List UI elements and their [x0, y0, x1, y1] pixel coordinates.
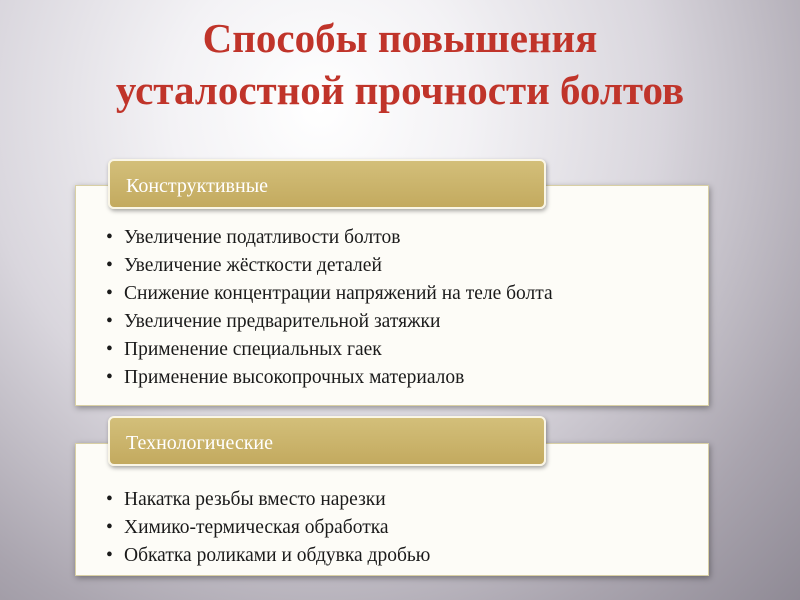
bullet-icon: • — [106, 489, 113, 510]
bullet-icon: • — [106, 545, 113, 566]
bullet-icon: • — [106, 367, 113, 388]
bullet-icon: • — [106, 339, 113, 360]
slide-title-line-1: Способы повышения — [202, 15, 598, 61]
bullet-icon: • — [106, 255, 113, 276]
bullet-icon: • — [106, 517, 113, 538]
list-item — [106, 224, 553, 252]
constructive-heading-tab: Конструктивные — [108, 159, 546, 209]
bullet-icon: • — [106, 227, 113, 248]
constructive-list — [106, 224, 553, 392]
list-item — [106, 252, 553, 280]
technological-list — [106, 486, 430, 570]
list-item — [106, 364, 553, 392]
bullet-icon: • — [106, 311, 113, 332]
list-item — [106, 308, 553, 336]
list-item — [106, 542, 430, 570]
slide-title — [0, 12, 800, 116]
list-item-text: Применение высокопрочных материалов — [124, 367, 465, 388]
list-item-text: Накатка резьбы вместо нарезки — [124, 489, 386, 510]
list-item-text: Увеличение жёсткости деталей — [124, 255, 382, 276]
list-item — [106, 336, 553, 364]
list-item-text: Химико-термическая обработка — [124, 517, 389, 538]
slide-title-line-2: усталостной прочности болтов — [115, 67, 685, 113]
list-item-text: Увеличение податливости болтов — [124, 227, 401, 248]
list-item — [106, 280, 553, 308]
constructive-panel — [75, 185, 709, 406]
list-item-text: Увеличение предварительной затяжки — [124, 311, 441, 332]
list-item-text: Обкатка роликами и обдувка дробью — [124, 545, 431, 566]
bullet-icon: • — [106, 283, 113, 304]
list-item — [106, 514, 430, 542]
technological-heading-tab: Технологические — [108, 416, 546, 466]
list-item-text: Снижение концентрации напряжений на теле болта — [124, 283, 553, 304]
list-item — [106, 486, 430, 514]
list-item-text: Применение специальных гаек — [124, 339, 382, 360]
